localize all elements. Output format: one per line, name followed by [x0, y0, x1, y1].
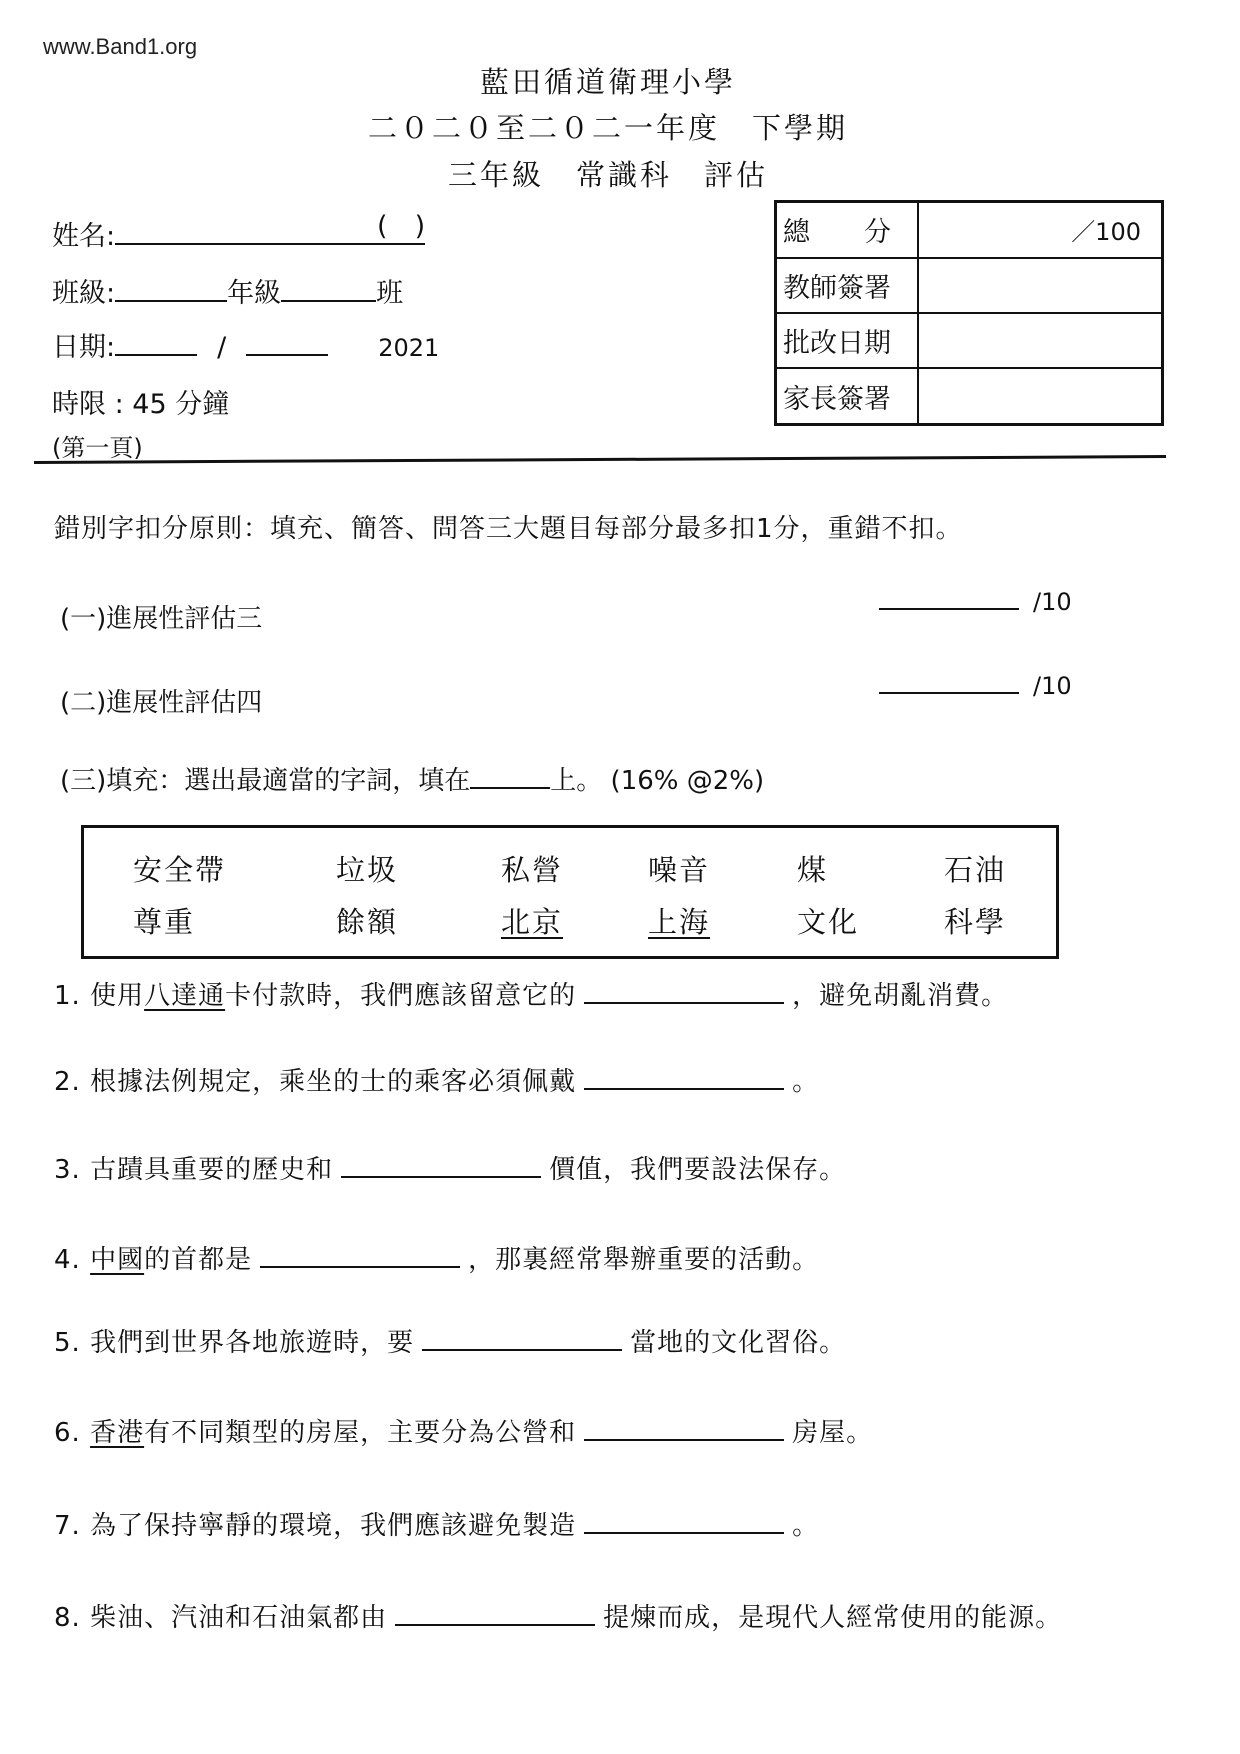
teacher-signature-label: 教師簽署: [776, 258, 919, 313]
name-row: [52, 211, 426, 253]
question-6: [54, 1412, 873, 1449]
answer-blank[interactable]: [395, 1604, 595, 1626]
answer-blank[interactable]: [341, 1156, 541, 1178]
word-bank-item: 噪音: [648, 853, 711, 887]
word-bank-item: 煤: [797, 853, 829, 887]
class-row: [52, 271, 403, 310]
parent-signature-field[interactable]: [918, 368, 1163, 424]
word-bank-item: 上海: [648, 905, 711, 939]
assessment-title: 三年級 常識科 評估: [447, 158, 768, 192]
question-2: [54, 1061, 819, 1098]
section-3-instructions: 上。 (16% @2%): [550, 766, 765, 796]
word-bank-item: 安全帶: [133, 853, 227, 887]
question-text: 3. 古蹟具重要的歷史和: [54, 1155, 334, 1185]
question-5: [54, 1322, 846, 1359]
proper-noun: 香港: [90, 1418, 145, 1448]
proper-noun: 八達通: [144, 981, 226, 1011]
question-3: [54, 1149, 846, 1186]
word-bank-item: 科學: [944, 905, 1007, 939]
question-text: 房屋。: [792, 1418, 874, 1448]
proper-noun: 中國: [90, 1245, 145, 1275]
answer-blank[interactable]: [584, 1512, 784, 1534]
time-limit: 時限 : 45 分鐘: [52, 389, 230, 420]
section-1-max: /10: [1033, 588, 1072, 616]
date-separator: /: [217, 332, 227, 363]
page-number: (第一頁): [52, 434, 143, 462]
section-2-score-field[interactable]: [879, 692, 1019, 694]
question-text: ，那裏經常舉辦重要的活動。: [468, 1245, 820, 1275]
class-label: 班級:: [52, 278, 116, 309]
class-suffix: 班: [376, 278, 404, 309]
total-score-label: 總 分: [776, 202, 919, 258]
question-text: 有不同類型的房屋，主要分為公營和: [144, 1418, 577, 1448]
class-field[interactable]: [281, 274, 376, 302]
class-number-paren: ( ): [377, 211, 426, 242]
question-text: 卡付款時，我們應該留意它的: [225, 981, 577, 1011]
answer-blank[interactable]: [584, 982, 784, 1004]
divider: [34, 455, 1166, 464]
word-bank-item: 垃圾: [336, 853, 399, 887]
question-text: 1. 使用: [54, 981, 145, 1011]
section-2-title: (二)進展性評估四: [60, 688, 263, 718]
date-label: 日期:: [52, 332, 116, 363]
section-2-max: /10: [1033, 672, 1072, 700]
typo-rule: 錯別字扣分原則：填充、簡答、問答三大題目每部分最多扣1分，重錯不扣。: [54, 514, 963, 544]
school-year: 二０二０至二０二一年度 下學期: [367, 111, 848, 145]
parent-signature-label: 家長簽署: [776, 368, 919, 424]
question-text: 6.: [54, 1418, 91, 1448]
question-text: ，避免胡亂消費。: [792, 981, 1009, 1011]
word-bank-item: 文化: [797, 905, 860, 939]
answer-blank[interactable]: [584, 1419, 784, 1441]
question-text: 。: [792, 1511, 820, 1541]
question-text: 。: [792, 1067, 820, 1097]
date-year: 2021: [378, 334, 440, 362]
answer-blank[interactable]: [584, 1068, 784, 1090]
word-bank-item: 餘額: [336, 905, 399, 939]
answer-blank[interactable]: [260, 1246, 460, 1268]
section-3-title-text: (三)填充：選出最適當的字詞，填在: [60, 766, 471, 796]
month-field[interactable]: [246, 328, 328, 356]
question-8: [54, 1597, 1062, 1634]
question-text: 4.: [54, 1245, 91, 1275]
answer-blank[interactable]: [422, 1329, 622, 1351]
watermark: www.Band1.org: [43, 34, 198, 59]
school-name: 藍田循道衛理小學: [479, 65, 736, 99]
teacher-signature-field[interactable]: [918, 258, 1163, 313]
word-bank-item: 私營: [501, 853, 564, 887]
name-field[interactable]: [115, 211, 426, 245]
section-3-title: [60, 760, 764, 797]
question-text: 的首都是: [144, 1245, 253, 1275]
section-2-score: [879, 672, 1072, 700]
grade-label: 年級: [227, 278, 282, 309]
question-text: 5. 我們到世界各地旅遊時，要: [54, 1328, 415, 1358]
question-text: 價值，我們要設法保存。: [549, 1155, 847, 1185]
grade-field[interactable]: [115, 274, 227, 302]
question-text: 當地的文化習俗。: [630, 1328, 847, 1358]
word-bank-item: 尊重: [133, 905, 196, 939]
date-row: [52, 325, 439, 364]
question-1: [54, 975, 1008, 1012]
question-7: [54, 1505, 819, 1542]
question-4: [54, 1239, 819, 1276]
word-bank-item: 北京: [501, 905, 564, 939]
word-bank: [81, 825, 1059, 959]
marking-date-field[interactable]: [918, 313, 1163, 368]
question-text: 8. 柴油、汽油和石油氣都由: [54, 1603, 388, 1633]
name-label: 姓名:: [52, 221, 116, 252]
question-text: 提煉而成，是現代人經常使用的能源。: [603, 1603, 1063, 1633]
question-text: 7. 為了保持寧靜的環境，我們應該避免製造: [54, 1511, 577, 1541]
marking-date-label: 批改日期: [776, 313, 919, 368]
section-1-title: (一)進展性評估三: [60, 604, 263, 634]
section-1-score-field[interactable]: [879, 608, 1019, 610]
section-3-blank-sample: [470, 767, 550, 789]
day-field[interactable]: [115, 328, 197, 356]
score-table: [774, 200, 1164, 426]
question-text: 2. 根據法例規定，乘坐的士的乘客必須佩戴: [54, 1067, 577, 1097]
total-score-value: ／100: [918, 202, 1163, 258]
section-1-score: [879, 588, 1072, 616]
word-bank-item: 石油: [944, 853, 1007, 887]
